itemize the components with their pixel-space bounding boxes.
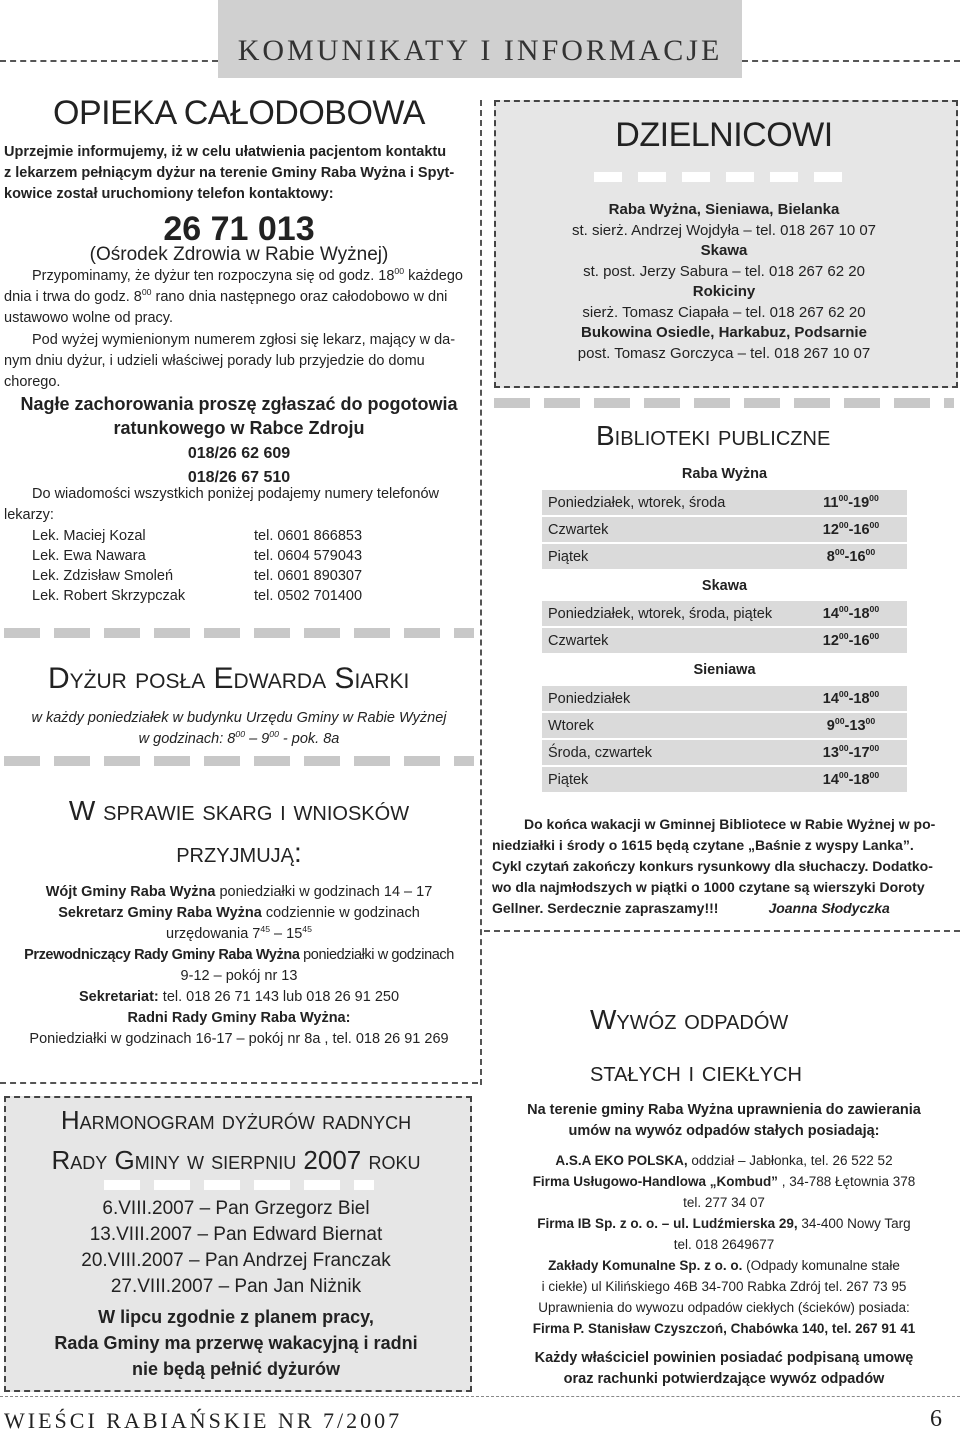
- doctors-list: [32, 526, 472, 606]
- harmonogram-title: Harmonogram dyżurów radnych Rady Gminy w sierpniu 2007 roku: [51, 1105, 421, 1175]
- odpady-final: Każdy właściciel powinien posiadać podpisaną umowę oraz rachunki potwierdzające wywóz odpadów: [534, 1350, 914, 1387]
- dzielnicowi-list: Raba Wyżna, Sieniawa, Bielanka st. sierż. Andrzej Wojdyła – tel. 018 267 10 07 Skawa st. post. Jerzy Sabura – tel. 018 267 62 20 Rokiciny sierż. Tomasz Ciapała – tel. 018 267 62 20 Bukowina Osiedle, Harkabuz, Podsarnie post. Tomasz Gorczyca – tel. 018 267 10 07: [571, 201, 877, 362]
- lib-table-raba: [542, 490, 907, 571]
- lib-section-name: Skawa: [701, 578, 748, 594]
- footer-line: [0, 1396, 960, 1397]
- lib-row: Środa, czwartek $13^{00}-17^{00}$: [542, 740, 907, 767]
- posel-title: Dyżur posła Edwarda Siarki: [48, 662, 410, 695]
- lib-section-name: Sieniawa: [693, 662, 756, 678]
- dzielnicowi-dash: [594, 172, 854, 182]
- dzielnicowi-title: DZIELNICOWI: [615, 116, 833, 154]
- separator-right-2: [484, 930, 960, 932]
- odpady-intro: Na terenie gminy Raba Wyżna uprawnienia do zawierania umów na wywóz odpadów stałych posiadają:: [527, 1102, 921, 1139]
- footer-page-number: 6: [930, 1406, 942, 1432]
- lib-row: Wtorek $9^{00}-13^{00}$: [542, 713, 907, 740]
- opieka-phone-sub: (Ośrodek Zdrowia w Rabie Wyżnej): [89, 244, 389, 265]
- lib-section-name: Raba Wyżna: [681, 466, 768, 482]
- opieka-intro: Uprzejmie informujemy, iż w celu ułatwienia pacjentom kontaktu z lekarzem pełniącym dyżur na terenie Gminy Raba Wyżna i Spyt- kowice został uruchomiony telefon kontaktowy:: [4, 144, 455, 202]
- lib-row: Poniedziałek $14^{00}-18^{00}$: [542, 686, 907, 713]
- opieka-phone: 26 71 013: [163, 210, 315, 248]
- doctor-row: Lek. Maciej Kozal tel. 0601 866853: [32, 528, 363, 544]
- skargi-title: W sprawie skarg i wniosków przyjmują:: [68, 795, 410, 868]
- header-dash-left: [0, 60, 218, 62]
- lib-row: Poniedziałek, wtorek, środa, piątek $14^{00}-18^{00}$: [542, 601, 907, 628]
- biblioteki-note: Do końca wakacji w Gminnej Bibliotece w Rabie Wyżnej w po- niedziałki i środy o 1615 będą czytane „Baśnie z wyspy Lanka”. Cykl czytań zakończy konkurs rysunkowy dla słuchaczy. Dodatko- wo dla najmłodszych w piątki o 1000 czytane są wierszyki Doroty Gellner. Serdecznie zapraszamy!!! Joanna Słodyczka: [492, 816, 936, 916]
- odpady-companies: A.S.A EKO POLSKA, oddział – Jabłonka, tel. 26 522 52 Firma Usługowo-Handlowa „Kombud” , 34-788 Łętownia 378 tel. 277 34 07 Firma IB Sp. z o. o. – ul. Ludźmierska 29, 34-400 Nowy Targ tel. 018 2649677 Zakłady Komunalne Sp. z o. o. (Odpady komunalne stałe i ciekłe) ul Kilińskiego 46B 34-700 Rabka Zdrój tel. 267 73 95 Uprawnienia do wywozu odpadów ciekłych (ścieków) posiada: Firma P. Stanisław Czyszczoń, Chabówka 140, tel. 267 91 41: [532, 1153, 916, 1336]
- lib-row: Piątek $8^{00}-16^{00}$: [542, 544, 907, 571]
- separator-1: [4, 628, 474, 638]
- posel-info: w każdy poniedziałek w budynku Urzędu Gminy w Rabie Wyżnej w godzinach: $8^{00} - 9^{00}$ - pok. 8a: [31, 710, 447, 747]
- column-divider: [480, 100, 482, 1085]
- footer-publication: WIEŚCI RABIAŃSKIE NR 7/2007: [4, 1408, 403, 1433]
- opieka-paragraph-2: Pod wyżej wymienionym numerem zgłosi się lekarz, mający w da- nym dniu dyżur, i udzieli właściwej porady lub przyjedzie do domu chorego.: [4, 332, 456, 390]
- separator-right-1: [494, 398, 954, 408]
- opieka-title: OPIEKA CAŁODOBOWA: [53, 94, 425, 132]
- doctor-row: Lek. Ewa Nawara tel. 0604 579043: [32, 548, 363, 564]
- section-header-title: KOMUNIKATY I INFORMACJE: [237, 34, 723, 67]
- opieka-emergency: Nagłe zachorowania proszę zgłaszać do pogotowia ratunkowego w Rabce Zdroju 018/26 62 609 018/26 67 510: [20, 394, 458, 486]
- doctor-row: Lek. Robert Skrzypczak tel. 0502 701400: [32, 588, 363, 604]
- biblioteki-signature: Joanna Słodyczka: [768, 900, 890, 916]
- harmonogram-entry: 27.VIII.2007 – Pan Jan Niżnik: [110, 1276, 362, 1297]
- opieka-paragraph-1: Przypominamy, że dyżur ten rozpoczyna się od godz. $18^{00}$ każdego dnia i trwa do godz. $8^{00}$ rano dnia następnego oraz całodobowo w dni ustawowo wolne od pracy.: [4, 266, 463, 326]
- biblioteki-title: Biblioteki publiczne: [596, 420, 831, 451]
- lib-row: Poniedziałek, wtorek, środa $11^{00}-19^{00}$: [542, 490, 907, 517]
- skargi-body: Wójt Gminy Raba Wyżna poniedziałki w godzinach 14 – 17 Sekretarz Gminy Raba Wyżna codziennie w godzinach urzędowania $7^{45} - 15^{45}$ Przewodniczący Rady Gminy Raba Wyżna poniedziałki w godzinach 9-12 – pokój nr 13 Sekretariat: tel. 018 26 71 143 lub 018 26 91 250 Radni Rady Gminy Raba Wyżna: Poniedziałki w godzinach 16-17 – pokój nr 8a , tel. 018 26 91 269: [24, 884, 454, 1047]
- opieka-info: Do wiadomości wszystkich poniżej podajemy numery telefonów lekarzy:: [4, 486, 439, 523]
- harmonogram-dash: [104, 1180, 374, 1190]
- lib-row: Piątek $14^{00}-18^{00}$: [542, 767, 907, 794]
- separator-2: [4, 756, 474, 766]
- lib-row: Czwartek $12^{00}-16^{00}$: [542, 628, 907, 655]
- harmonogram-entry: 6.VIII.2007 – Pan Grzegorz Biel: [102, 1198, 370, 1219]
- harmonogram-entry: 20.VIII.2007 – Pan Andrzej Franczak: [81, 1250, 391, 1271]
- lib-table-sieniawa: [542, 686, 907, 794]
- harmonogram-entry: 13.VIII.2007 – Pan Edward Biernat: [89, 1224, 383, 1245]
- harmonogram-list: [4, 1196, 468, 1300]
- separator-3: [0, 1082, 478, 1084]
- harmonogram-note: W lipcu zgodnie z planem pracy, Rada Gminy ma przerwę wakacyjną i radni nie będą pełnić dyżurów: [54, 1307, 418, 1379]
- lib-table-skawa: [542, 601, 907, 655]
- odpady-title: Wywóz odpadów stałych i ciekłych: [590, 1004, 802, 1087]
- doctor-row: Lek. Zdzisław Smoleń tel. 0601 890307: [32, 568, 363, 584]
- header-dash-right: [742, 60, 960, 62]
- lib-row: Czwartek $12^{00}-16^{00}$: [542, 517, 907, 544]
